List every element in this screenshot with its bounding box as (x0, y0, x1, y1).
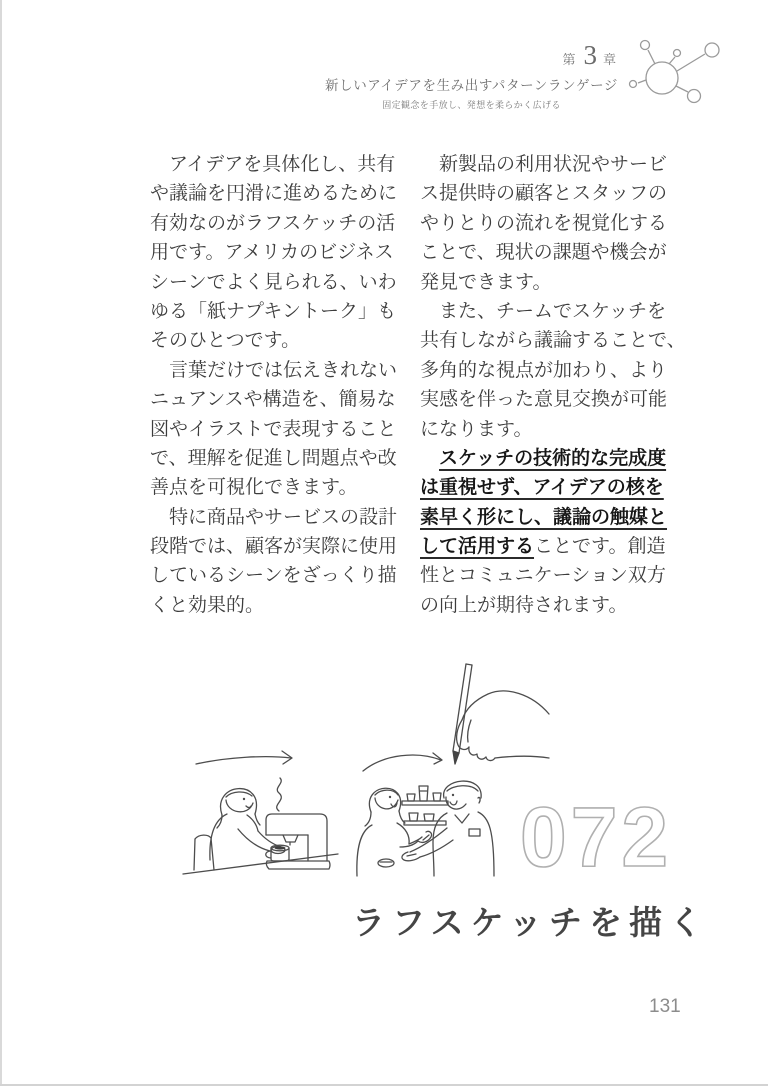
item-number (518, 792, 703, 884)
body-text-line: 新製品の利用状況やサービ (420, 154, 668, 175)
chapter-number-line (325, 42, 618, 69)
body-text-line: アイデアを具体化し、共有 (150, 154, 396, 175)
body-text-line: や議論を円滑に進めるために (150, 183, 398, 205)
body-text-line: の向上が期待されます。 (420, 594, 628, 616)
body-text-line: 言葉だけでは伝えきれない (150, 359, 398, 381)
sketch-arc-arrow-icon (363, 753, 442, 771)
network-nodes-icon (626, 26, 750, 122)
item-number-text: 072 (520, 792, 673, 884)
name-tag (469, 829, 480, 836)
body-text-line: 善点を可視化できます。 (150, 477, 358, 499)
body-text-line: 図やイラストで表現すること (150, 418, 397, 440)
body-text-line: 用です。アメリカのビジネス (150, 242, 394, 264)
body-text-line: ニュアンスや構造を、簡易な (150, 389, 396, 411)
body-text-line: 特に商品やサービスの設計 (150, 506, 398, 528)
sketch-illustration (150, 648, 550, 913)
body-text-line: 素早く形にし、議論の触媒と (420, 506, 668, 528)
body-text-line: ゆる「紙ナプキントーク」も (150, 300, 397, 322)
body-text-line: 発見できます。 (420, 271, 552, 293)
chapter-suffix: 章 (602, 52, 618, 67)
scan-edge-left (0, 0, 2, 1086)
body-text-line: やりとりの流れを視覚化する (420, 212, 668, 234)
body-text-line: 多角的な視点が加わり、より (420, 359, 668, 381)
chapter-title: 新しいアイデアを生み出すパターンランゲージ (325, 78, 618, 93)
chapter-header (325, 42, 618, 111)
item-title: ラフスケッチを描く (352, 904, 710, 941)
coffee-machine-icon (266, 778, 330, 869)
body-text-line: で、理解を促進し問題点や改 (150, 447, 397, 469)
body-text-line: ス提供時の顧客とスタッフの (420, 183, 668, 205)
body-text-line: 実感を伴った意見交換が可能 (420, 389, 668, 411)
chapter-number: 3 (583, 40, 597, 70)
page-number: 131 (649, 996, 681, 1017)
body-text-line: また、チームでスケッチを (420, 300, 667, 322)
arrow-right-icon (196, 751, 292, 764)
body-text-line: 段階では、顧客が実際に使用 (150, 536, 398, 558)
hand-holding-pen-icon (453, 664, 549, 764)
body-text-line: は重視せず、アイデアの核を (420, 477, 664, 499)
body-left-column (150, 150, 425, 620)
body-text-line: くと効果的。 (150, 594, 265, 616)
body-text-line: そのひとつです。 (150, 330, 301, 352)
body-text-line: シーンでよく見られる、いわ (150, 271, 397, 293)
table-edge (183, 854, 338, 874)
body-text-line: スケッチの技術的な完成度 (439, 447, 667, 469)
body-text-line: ことで、現状の課題や機会が (420, 242, 667, 264)
chapter-prefix: 第 (562, 52, 578, 67)
shelves-with-cups-icon (402, 786, 448, 825)
steam-icon (277, 778, 282, 811)
body-text-line: しているシーンをざっくり描 (150, 565, 397, 587)
body-text-line: になります。 (420, 418, 533, 440)
body-text-line: して活用することです。創造 (420, 536, 666, 558)
chapter-subtitle: 固定観念を手放し、発想を柔らかく広げる (382, 100, 561, 110)
body-right-column (420, 150, 695, 620)
body-text-line: 性とコミュニケーション双方 (420, 565, 666, 587)
body-text-line: 共有しながら議論することで、 (420, 330, 686, 352)
customer-and-staff-talking (357, 781, 494, 876)
body-text-line: 有効なのがラフスケッチの活 (150, 212, 396, 234)
